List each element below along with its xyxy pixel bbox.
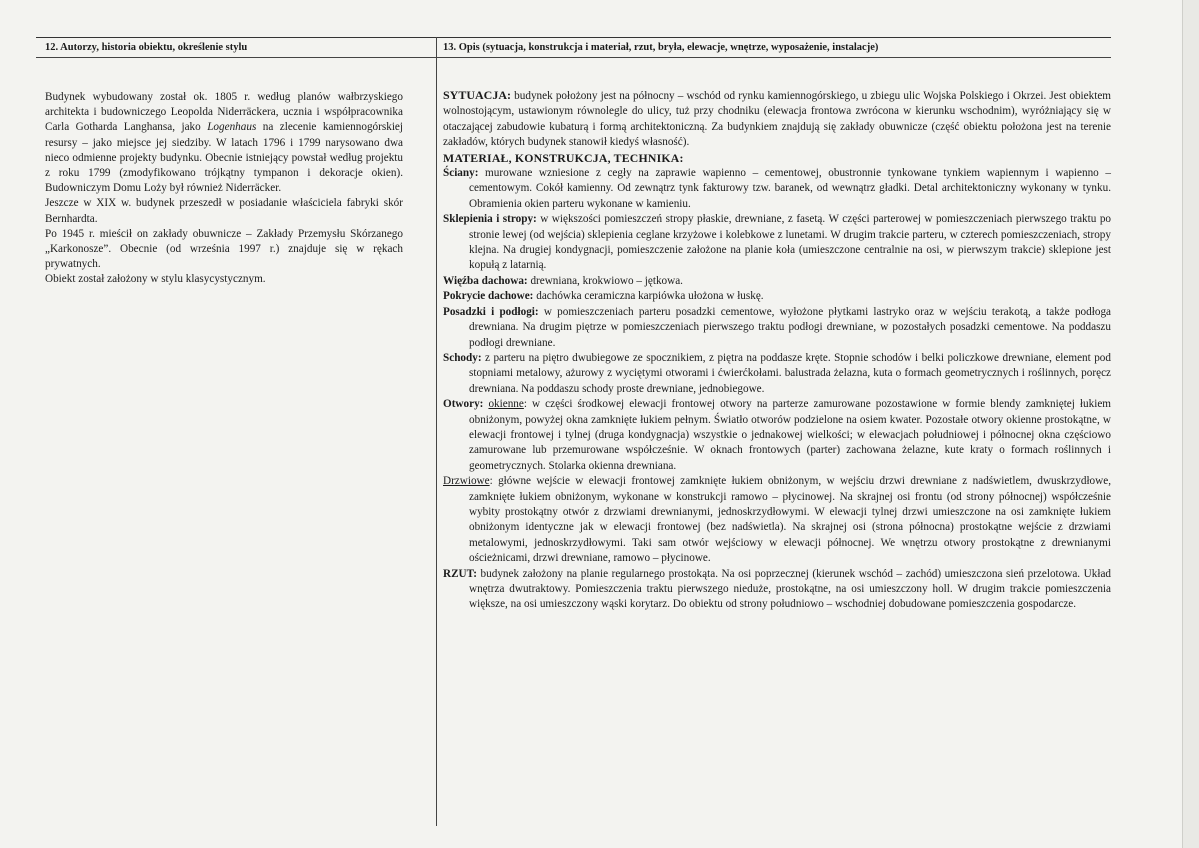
doors-text: : główne wejście w elewacji frontowej zamknięte łukiem obniżonym, w wejściu drzwi drewniane z nadświetlem, dwuskrzydłowe, zamknięte łukiem obniżonym, wykonane w konstrukcji ramowo – płycinowej. Na skrajnej osi frontu (od strony północnej) współcześnie wybity prostokątny otwór z drzwiami drewnianymi, jednoskrzydłowymi. W elewacji tylnej drzwi umieszczone na osi zamknięte łukiem obniżonym identyczne jak w elewacji frontowej (bez nadświetla). Na skrajnej osi (strona północna) prostokątne wejście z drzwiami metalowymi, jednoskrzydłowymi. Taki sam otwór wejściowy w elewacji północnej. We wnętrzu otwory prostokątne z drewnianymi ościeżnicami, drzwi drewniane, ramowo – płycinowe. — [469, 475, 1111, 565]
plan-section — [443, 567, 1111, 613]
situation-text: budynek położony jest na północny – wschód od rynku kamiennogórskiego, u zbiegu ulic Wojska Polskiego i Okrzei. Jest obiektem wolnostojącym, ustawionym równolegle do ulicy, tuż przy chodniku (elewacja frontowa zwrócona w kierunku wschodnim), wyróżniający się w otaczającej zabudowie kubaturą i formą architektoniczną. Za budynkiem znajdują się zakłady obuwnicze (część obiektu położona jest na terenie zakładów, których budynek stanowił kiedyś własność). — [443, 90, 1111, 149]
heading-rule-left — [36, 57, 436, 58]
history-paragraph-2: Jeszcze w XIX w. budynek przeszedł w posiadanie właściciela fabryki skór Bernhardta. — [45, 197, 403, 225]
history-paragraph-1 — [45, 90, 403, 196]
floors-section — [443, 305, 1111, 351]
vaults-text: w większości pomieszczeń stropy płaskie, drewniane, z fasetą. W części parterowej w pomieszczeniach pierwszego traktu po stronie lewej (od wejścia) sklepienia ceglane krzyżowe i kolebkowe z lunetami. W drugim trakcie parteru, w czterech pomieszczeniach, stropy klejna. Na drugiej kondygnacji, pomieszczenie założone na planie koła (umieszczone centralnie na osi, w pierwszym trakcie) sklepione jest kopułą z latarnią. — [469, 213, 1112, 272]
plan-label: RZUT: — [443, 567, 477, 580]
description-text — [443, 88, 1111, 613]
column-divider — [436, 37, 437, 826]
roofing-label: Pokrycie dachowe: — [443, 290, 534, 303]
plan-text: budynek założony na planie regularnego prostokąta. Na osi poprzecznej (kierunek wschód – zachód) umieszczona sień przelotowa. Układ wnętrza dwutraktowy. Pomieszczenia traktu pierwszego nieduże, prostokątne, na osi umieszczony holl. W drugim trakcie pomieszczenia większe, na osi umieszczony wąski korytarz. Do obiektu od strony południowo – wschodniej dobudowane pomieszczenia gospodarcze. — [469, 567, 1111, 611]
windows-text: : w części środkowej elewacji frontowej otwory na parterze zamurowane pozostawione w formie blendy zamkniętej łukiem obniżonym, powyżej okna zamknięte łukiem pełnym. Światło otworów podzielone na osiem kwater. Pozostałe otwory okienne prostokątne, w elewacji frontowej i tylnej (druga kondygnacja) wszystkie o jednakowej wielkości; w elewacjach południowej i północnej okna częściowo zamurowane lub przemurowane współcześnie. W oknach frontowych (parter) zachowana żelazne, kute kraty o formach roślinnych i geometrycznych. Stolarka okienna drewniana. — [469, 398, 1112, 472]
heading-rule-right — [436, 57, 1111, 58]
stairs-text: z parteru na piętro dwubiegowe ze spocznikiem, z piętra na poddasze kręte. Stopnie schodów i belki policzkowe drewniane, element pod stopniami metalowy, ażurowy z wyciętymi otworami i ćwierćkołami. balustrada żelazna, kuta o formach geometrycznych i roślinnych, poręcz drewniana. Na poddaszu schody proste drewniane, jednobiegowe. — [469, 351, 1111, 395]
p1-text-cont: na zlecenie kamiennogórskiej resursy – jako miejsce jej siedziby. W latach 1796 i 1799 narysowano dwa nieco odmienne projekty budynku. Obecnie istniejący powstał według projektu z roku 1799 (zmodyfikowano trójkątny tympanon i dekoracje okien). Budowniczym Domu Loży był również Niderräcker. — [45, 121, 404, 195]
logenhaus-term: Logenhaus — [207, 121, 257, 134]
stairs-section — [443, 351, 1111, 397]
history-paragraph-3: Po 1945 r. mieścił on zakłady obuwnicze – Zakłady Przemysłu Skórzanego „Karkonosze”. Obecnie (od września 1997 r.) znajduje się w rękach prywatnych. — [45, 227, 403, 271]
vaults-label: Sklepienia i stropy: — [443, 213, 537, 226]
walls-label: Ściany: — [443, 167, 479, 180]
p1-text: Budynek wybudowany został ok. 1805 r. według planów wałbrzyskiego architekta i budowniczego Leopolda Niderräckera, ucznia i współpracownika Carla Gotharda Langhansa, jako — [45, 91, 403, 134]
section-13-heading: 13. Opis (sytuacja, konstrukcja i materiał, rzut, bryła, elewacje, wnętrze, wyposażenie, instalacje) — [443, 42, 879, 53]
situation-section — [443, 88, 1111, 151]
history-text — [45, 90, 403, 288]
vaults-section — [443, 212, 1111, 274]
walls-text: murowane wzniesione z cegły na zaprawie wapienno – cementowej, obustronnie tynkowane tynkiem wapiennym i wapienno – cementowym. Cokół kamienny. Od zewnątrz tynk fakturowy tzw. baranek, od wewnątrz gładki. Detal architektoniczny wykonany w tynku. Obramienia okien parteru wykonane w kamieniu. — [469, 167, 1111, 210]
top-border-line — [36, 37, 1111, 38]
section-12-heading: 12. Autorzy, historia obiektu, określenie stylu — [45, 42, 248, 53]
doors-section — [443, 474, 1111, 566]
roof-truss-text: drewniana, krokwiowo – jętkowa. — [527, 274, 683, 287]
roofing-text: dachówka ceramiczna karpiówka ułożona w łuskę. — [533, 290, 764, 303]
walls-section — [443, 166, 1111, 212]
roof-truss-section — [443, 274, 1111, 289]
material-heading: MATERIAŁ, KONSTRUKCJA, TECHNIKA: — [443, 150, 684, 165]
roofing-section — [443, 289, 1111, 304]
paper-edge — [1182, 0, 1199, 848]
floors-text: w pomieszczeniach parteru posadzki cementowe, wyłożone płytkami lastryko oraz w wejściu terakotą, a także podłoga drewniana. Na drugim piętrze w pomieszczeniach pierwszego traktu podłogi drewniane, w pozostałych posadzki cementowe. Na poddaszu podłogi drewniane. — [469, 305, 1111, 349]
openings-label: Otwory: — [443, 398, 484, 411]
stairs-label: Schody: — [443, 351, 482, 364]
doors-label: Drzwiowe — [443, 475, 490, 488]
windows-label: okienne — [488, 398, 524, 411]
openings-section — [443, 397, 1111, 474]
roof-truss-label: Więźba dachowa: — [443, 274, 528, 287]
situation-label: SYTUACJA: — [443, 88, 512, 102]
history-paragraph-4: Obiekt został założony w stylu klasycystycznym. — [45, 273, 266, 286]
floors-label: Posadzki i podłogi: — [443, 305, 539, 318]
